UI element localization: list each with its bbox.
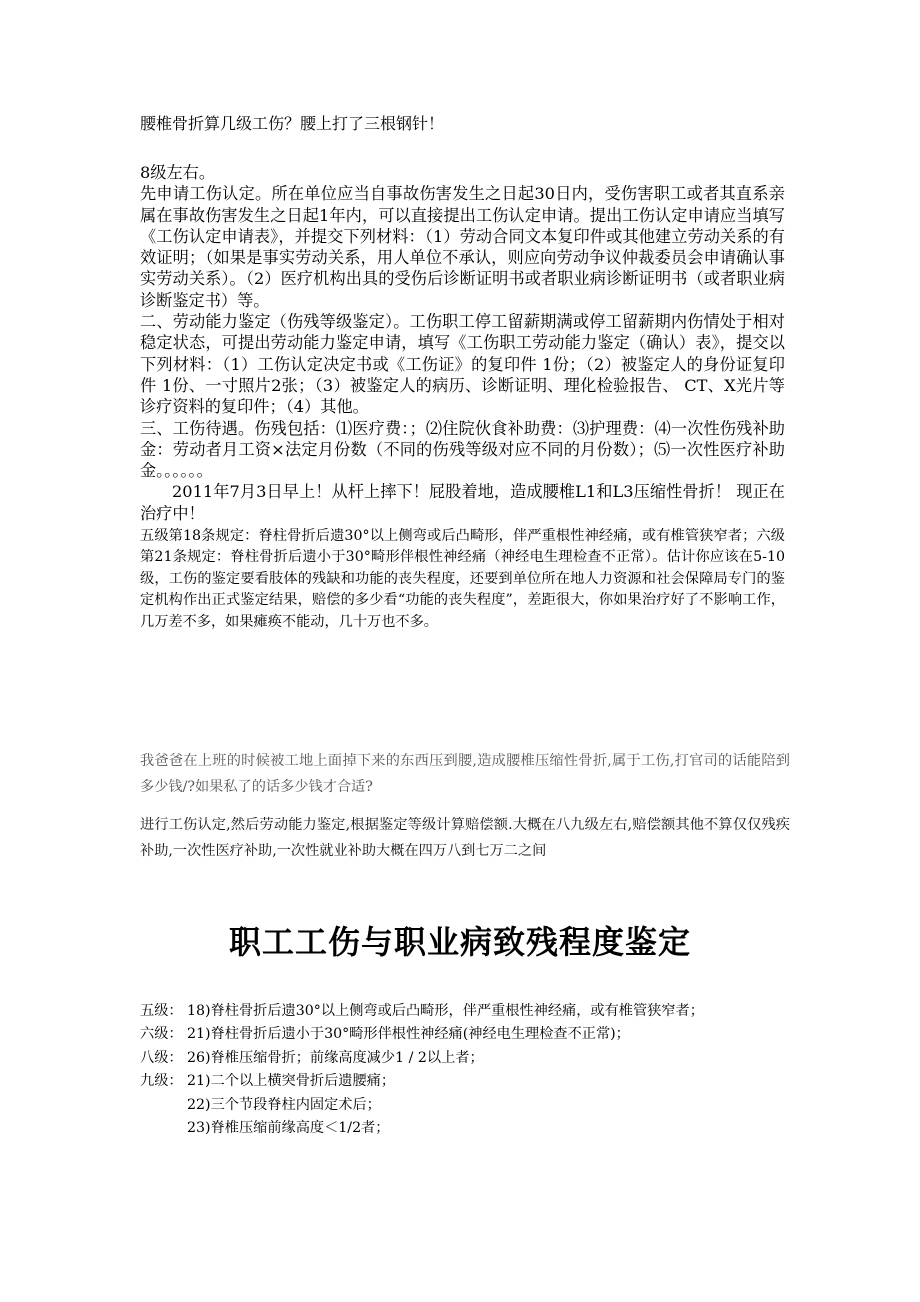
answer-main [140, 162, 785, 524]
criteria-text: 21)脊柱骨折后遗小于30°畸形伴根性神经痛(神经电生理检查不正常)； [187, 1026, 630, 1043]
section-heading: 职工工伤与职业病致残程度鉴定 [228, 923, 691, 961]
injury-story: 2011年7月3日早上！从杆上摔下！屁股着地，造成腰椎L1和L3压缩性骨折！ 现正在治疗中！ [140, 482, 785, 523]
criteria-text: 26)脊椎压缩骨折；前缘高度减少1 / 2以上者； [187, 1049, 484, 1066]
qa-block-1 [140, 112, 785, 633]
criteria-text: 21)二个以上横突骨折后遗腰痛； [187, 1073, 396, 1090]
expert-reply: 五级第18条规定：脊柱骨折后遗30°以上侧弯或后凸畸形，伴严重根性神经痛，或有椎管狭窄者；六级第21条规定：脊柱骨折后遗小于30°畸形伴根性神经痛（神经电生理检查不正常）。估计你应该在5-10级，工伤的鉴定要看肢体的残缺和功能的丧失程度，还要到单位所在地人力资源和社会保障局专门的鉴定机构作出正式鉴定结果，赔偿的多少看“功能的丧失程度”，差距很大，你如果治疗好了不影响工作，几万差不多，如果瘫痪不能动，几十万也不多。 [140, 528, 785, 630]
criteria-level: 六级： [140, 1026, 183, 1043]
answer-2: 进行工伤认定,然后劳动能力鉴定,根据鉴定等级计算赔偿额.大概在八九级左右,赔偿额其他不算仅仅残疾补助,一次性医疗补助,一次性就业补助大概在四万八到七万二之间 [140, 817, 790, 859]
criteria-text: 18)脊柱骨折后遗30°以上侧弯或后凸畸形，伴严重根性神经痛，或有椎管狭窄者； [187, 1003, 704, 1019]
question-title: 腰椎骨折算几级工伤？腰上打了三根钢针！ [140, 114, 445, 133]
criteria-item [140, 1094, 800, 1117]
criteria-text: 23)脊椎压缩前缘高度＜1/2者； [187, 1119, 390, 1136]
criteria-level: 五级： [140, 1003, 183, 1019]
spacer [140, 136, 785, 162]
criteria-item [140, 1070, 800, 1093]
criteria-list [140, 1000, 800, 1140]
answer-paragraph: 二、劳动能力鉴定（伤残等级鉴定）。工伤职工停工留薪期满或停工留薪期内伤情处于相对稳定状态，可提出劳动能力鉴定申请，填写《工伤职工劳动能力鉴定（确认）表》，提交以下列材料：（1）工伤认定决定书或《工伤证》的复印件 1份；（2）被鉴定人的身份证复印件 1份、一寸照片2张；（3）被鉴定人的病历、诊断证明、理化检验报告、 CT、X光片等诊疗资料的复印件；（4）其他。 [140, 312, 785, 417]
criteria-level: 八级： [140, 1049, 183, 1066]
criteria-item [140, 1023, 800, 1046]
answer-paragraph: 三、工伤待遇。伤残包括：⑴医疗费：；⑵住院伙食补助费：⑶护理费：⑷一次性伤残补助金：劳动者月工资×法定月份数（不同的伤残等级对应不同的月份数）；⑸一次性医疗补助金。。。。。。 [140, 418, 785, 481]
criteria-item [140, 1000, 800, 1023]
criteria-level: 九级： [140, 1073, 183, 1090]
answer-grade: 8级左右。 [140, 163, 216, 182]
question-2: 我爸爸在上班的时候被工地上面掉下来的东西压到腰,造成腰椎压缩性骨折,属于工伤,打官司的话能陪到多少钱/?如果私了的话多少钱才合适? [140, 753, 790, 795]
criteria-text: 22)三个节段脊柱内固定术后； [187, 1096, 381, 1113]
answer-paragraph: 先申请工伤认定。所在单位应当自事故伤害发生之日起30日内，受伤害职工或者其直系亲属在事故伤害发生之日起1年内，可以直接提出工伤认定申请。提出工伤认定申请应当填写《工伤认定申请表》，并提交下列材料：（1）劳动合同文本复印件或其他建立劳动关系的有效证明；（如果是事实劳动关系，用人单位不承认，则应向劳动争议仲裁委员会申请确认事实劳动关系）。（2）医疗机构出具的受伤后诊断证明书或者职业病诊断证明书（或者职业病诊断鉴定书）等。 [140, 184, 785, 310]
criteria-item [140, 1117, 800, 1140]
criteria-item [140, 1047, 800, 1070]
